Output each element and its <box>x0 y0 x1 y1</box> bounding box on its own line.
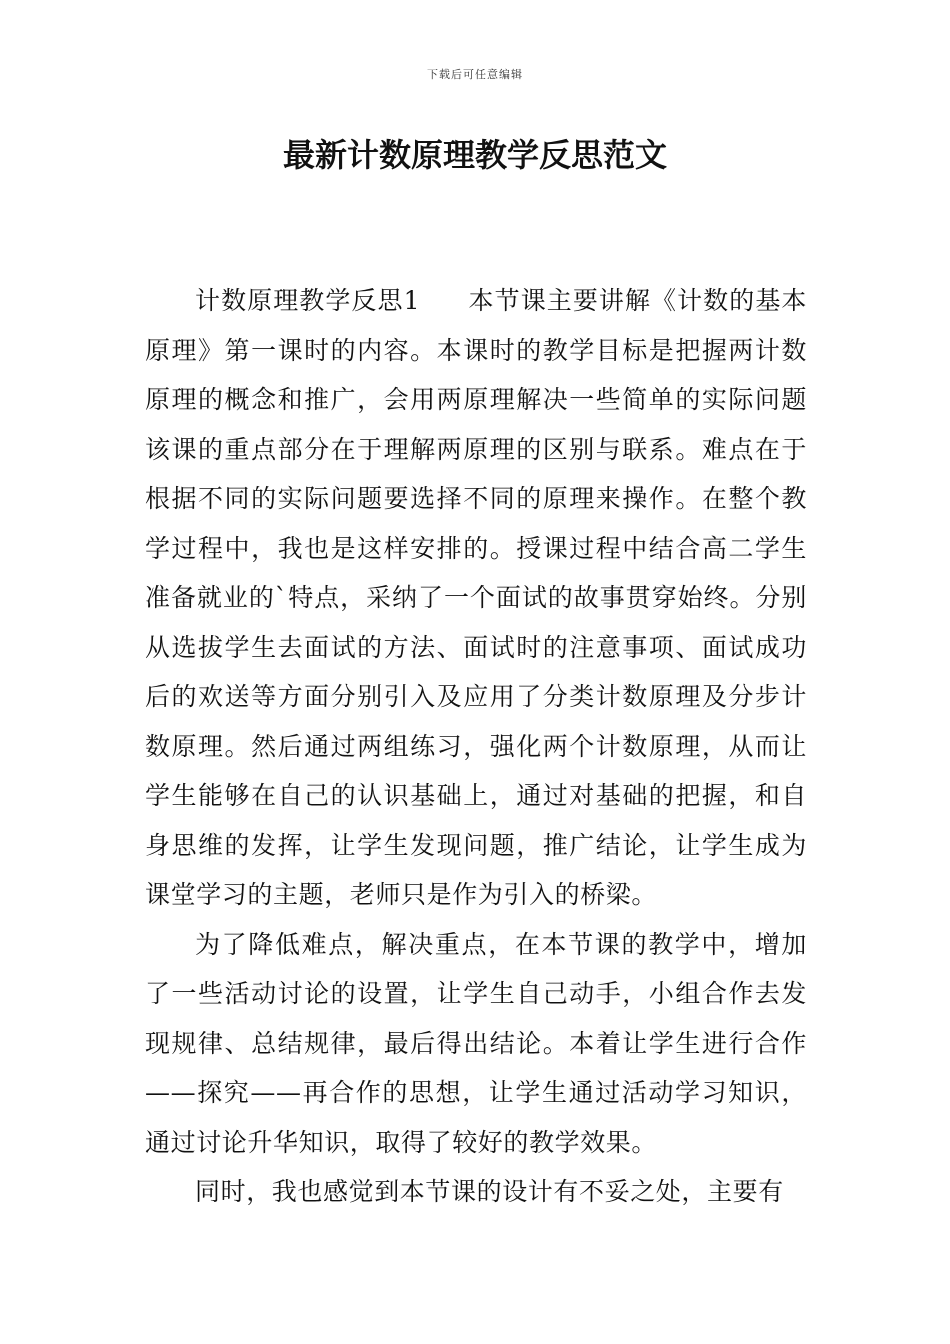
document-title: 最新计数原理教学反思范文 <box>282 136 667 174</box>
paragraph-3 <box>145 1167 807 1217</box>
paragraph-2 <box>145 920 807 1168</box>
paragraph-1-lead: 计数原理教学反思1 <box>195 286 421 315</box>
paragraph-2-text: 为了降低难点，解决重点，在本节课的教学中，增加了一些活动讨论的设置，让学生自己动手，小组合作去发现规律、总结规律，最后得出结论。本着让学生进行合作——探究——再合作的思想，让学生通过活动学习知识，通过讨论升华知识，取得了较好的教学效果。 <box>145 929 807 1157</box>
document-body <box>145 276 807 1217</box>
paragraph-1 <box>145 276 807 920</box>
header-note: 下载后可任意编辑 <box>427 68 523 81</box>
paragraph-3-text: 同时，我也感觉到本节课的设计有不妥之处，主要有 <box>195 1177 784 1206</box>
paragraph-1-text: 本节课主要讲解《计数的基本原理》第一课时的内容。本课时的教学目标是把握两计数原理的概念和推广，会用两原理解决一些简单的实际问题该课的重点部分在于理解两原理的区别与联系。难点在于根据不同的实际问题要选择不同的原理来操作。在整个教学过程中，我也是这样安排的。授课过程中结合高二学生准备就业的`特点，采纳了一个面试的故事贯穿始终。分别从选拔学生去面试的方法、面试时的注意事项、面试成功后的欢送等方面分别引入及应用了分类计数原理及分步计数原理。然后通过两组练习，强化两个计数原理，从而让学生能够在自己的认识基础上，通过对基础的把握，和自身思维的发挥，让学生发现问题，推广结论，让学生成为课堂学习的主题，老师只是作为引入的桥梁。 <box>145 286 807 909</box>
